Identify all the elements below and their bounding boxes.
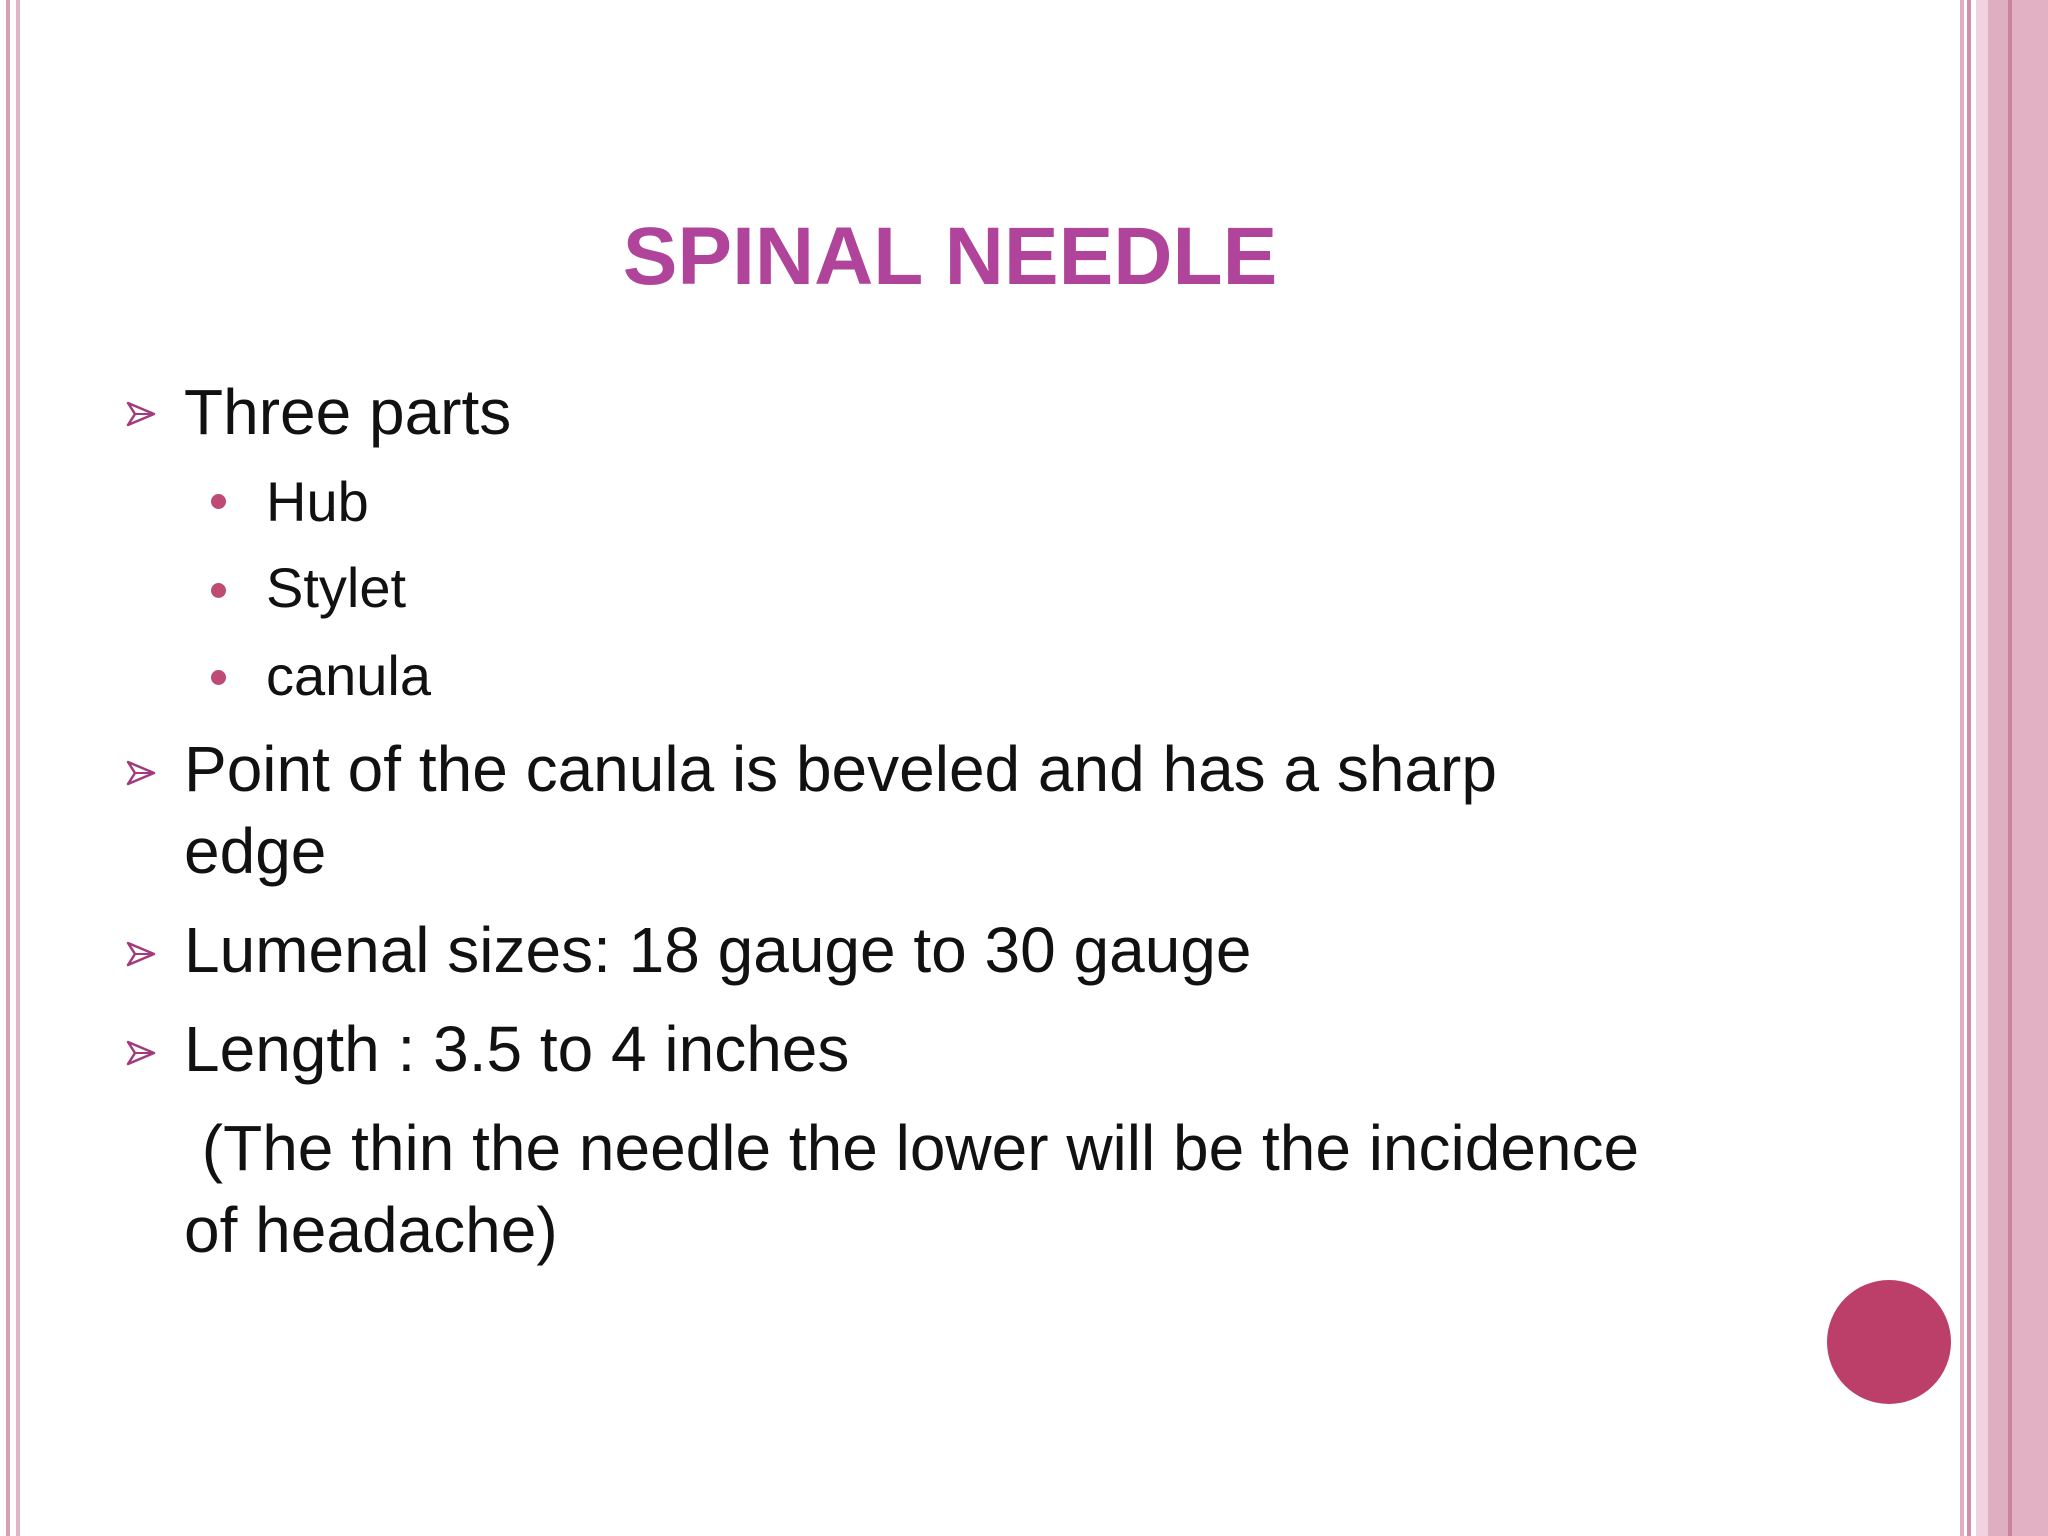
- arrowhead-bullet-icon: [126, 399, 156, 429]
- decorative-circle: [1827, 1280, 1951, 1404]
- bullet-lumenal-sizes: Lumenal sizes: 18 gauge to 30 gauge: [184, 914, 1252, 986]
- bullet-point-beveled-line1: Point of the canula is beveled and has a sharp: [184, 733, 1497, 805]
- bullet-length-note-line1: (The thin the needle the lower will be the incidence: [184, 1112, 1640, 1184]
- round-dot-bullet-icon: [211, 583, 226, 598]
- sub-item-hub: Hub: [266, 470, 369, 533]
- slide-title: SPINAL NEEDLE: [622, 211, 1278, 302]
- sub-item-canula: canula: [266, 644, 432, 707]
- bullet-length-note-line2: of headache): [184, 1194, 558, 1266]
- round-dot-bullet-icon: [211, 670, 226, 685]
- round-dot-bullet-icon: [211, 494, 226, 509]
- sub-item-stylet: Stylet: [266, 556, 407, 619]
- arrowhead-bullet-icon: [126, 1038, 156, 1068]
- arrowhead-bullet-icon: [126, 758, 156, 788]
- bullet-point-beveled-line2: edge: [184, 815, 327, 887]
- arrowhead-bullet-icon: [126, 939, 156, 969]
- bullet-length: Length : 3.5 to 4 inches: [184, 1013, 850, 1085]
- bullet-three-parts: Three parts: [184, 376, 512, 448]
